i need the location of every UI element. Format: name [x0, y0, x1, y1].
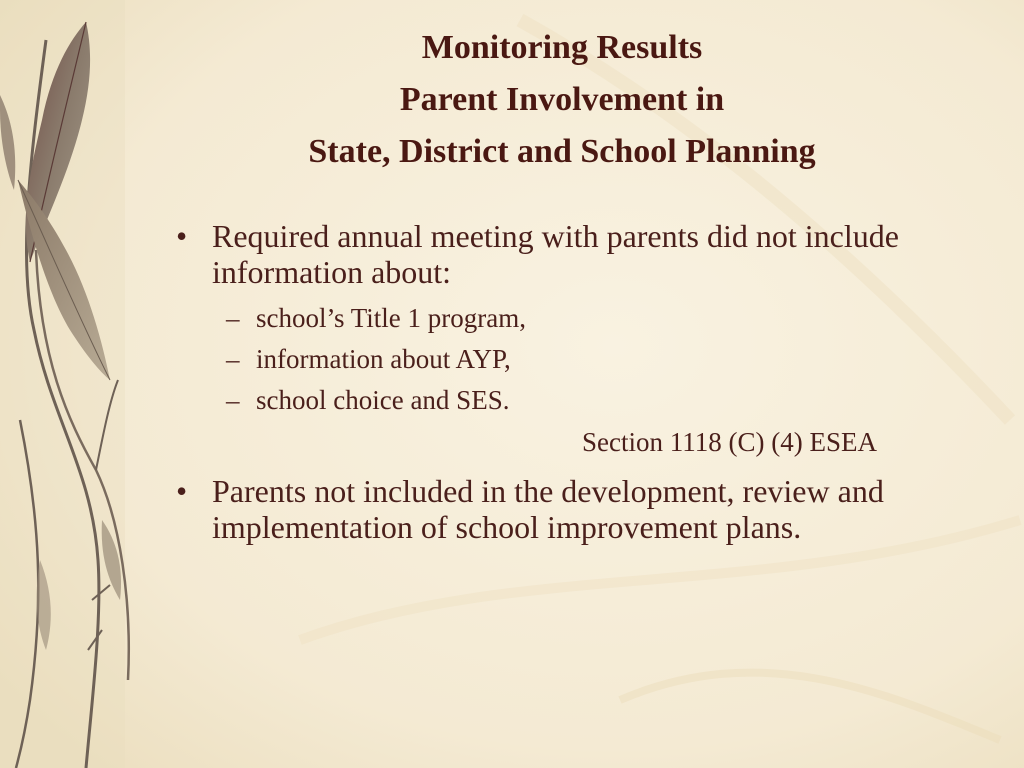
bullet-text: Parents not included in the development, review and implementation of school improvement plans.: [212, 473, 884, 545]
bullet-item: [170, 218, 970, 290]
bullet-text: Required annual meeting with parents did not include information about:: [212, 218, 899, 290]
dash-glyph: –: [226, 344, 240, 374]
slide-title: [200, 22, 924, 178]
title-line: Monitoring Results: [421, 29, 703, 66]
title-line: Parent Involvement in: [399, 81, 725, 118]
bullet-item: [170, 473, 970, 545]
bullet-glyph: •: [176, 473, 188, 509]
title-line: State, District and School Planning: [308, 133, 816, 170]
sub-item: [170, 298, 970, 339]
sub-item: [170, 380, 970, 421]
sub-item-text: school’s Title 1 program,: [256, 303, 527, 333]
sub-item-text: information about AYP,: [256, 344, 511, 374]
bullet-glyph: •: [176, 218, 188, 254]
dash-glyph: –: [226, 385, 240, 415]
slide-content: [170, 218, 970, 545]
sub-item: [170, 339, 970, 380]
section-reference: Section 1118 (C) (4) ESEA: [582, 427, 877, 457]
sub-item-text: school choice and SES.: [256, 385, 510, 415]
dash-glyph: –: [226, 303, 240, 333]
